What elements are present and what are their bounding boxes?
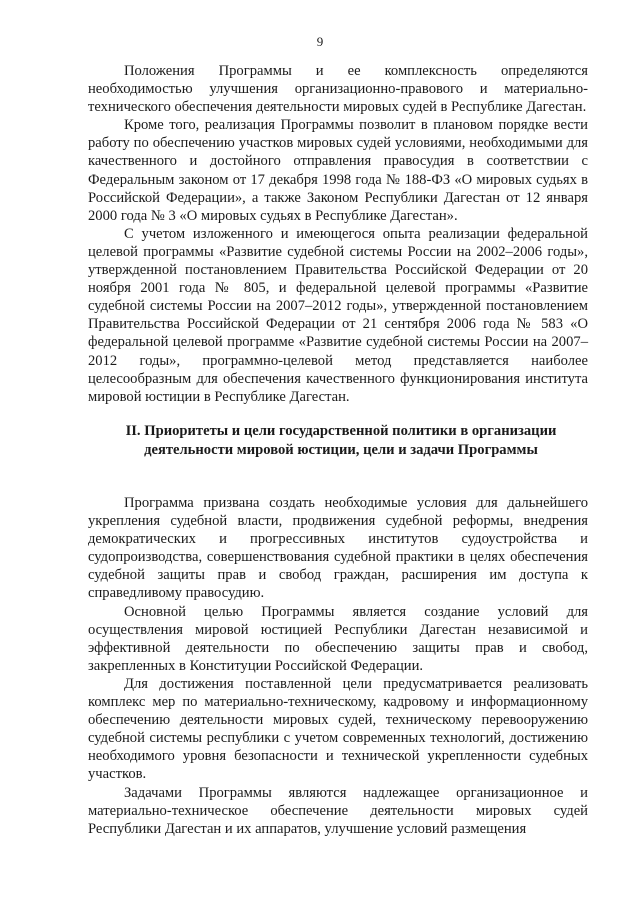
paragraph-program-method: С учетом изложенного и имеющегося опыта реализации федеральной целевой программы «Развитие судебной системы России на 2002–2006 годы», утвержденной постановлением Правительства Российской Федерации от 20 ноября 2001 года № 805, и федеральной целевой программы «Развитие судебной системы России на 2007–2012 годы», утвержденной постановлением Правительства Российской Федерации от 21 сентября 2006 года № 583 «О федеральной целевой программе «Развитие судебной системы России на 2007–2012 годы», программно-целевой метод представляется наиболее целесообразным для обеспечения качественного функционирования института мировой юстиции в Республике Дагестан. <box>88 225 588 405</box>
intro-section <box>88 62 588 406</box>
page-number: 9 <box>316 34 324 49</box>
paragraph-program-provisions: Положения Программы и ее комплексность определяются необходимостью улучшения организационно-правового и материально-технического обеспечения деятельности мировых судей в Республике Дагестан. <box>88 63 588 116</box>
paragraph-work-planning: Кроме того, реализация Программы позволит в плановом порядке вести работу по обеспечению участков мировых судей условиями, необходимыми для качественного и достойного отправления правосудия в соответствии с Федеральным законом от 17 декабря 1998 года № 188-ФЗ «О мировых судьях в Российской Федерации», а также Законом Республики Дагестан от 12 января 2000 года № 3 «О мировых судьях в Республике Дагестан». <box>88 117 588 224</box>
section-heading-container <box>118 422 564 459</box>
paragraph-main-goal: Основной целью Программы является создание условий для осуществления мировой юстицией Республики Дагестан независимой и эффективной деятельности по обеспечению защиты прав и свобод, закрепленных в Конституции Российской Федерации. <box>88 603 588 674</box>
paragraph-program-purpose: Программа призвана создать необходимые условия для дальнейшего укрепления судебной власти, продвижения судебной реформы, внедрения демократических и прогрессивных институтов судоустройства и судопроизводства, совершенствования судебной практики в целях обеспечения судебной защиты прав и свобод граждан, расширения им доступа к справедливому правосудию. <box>88 495 588 602</box>
section-heading: II. Приоритеты и цели государственной политики в организации деятельности мировой юстиции, цели и задачи Программы <box>125 423 557 458</box>
section-body <box>88 494 588 838</box>
paragraph-program-tasks: Задачами Программы являются надлежащее организационное и материально-техническое обеспечение деятельности мировых судей Республики Дагестан и их аппаратов, улучшение условий размещения <box>88 784 588 837</box>
paragraph-measures: Для достижения поставленной цели предусматривается реализовать комплекс мер по материально-техническому, кадровому и информационному обеспечению деятельности мировых судей, техническому перевооружению судебной системы республики с учетом современных технологий, достижению необходимого уровня безопасности и технической укрепленности судебных участков. <box>88 675 588 783</box>
